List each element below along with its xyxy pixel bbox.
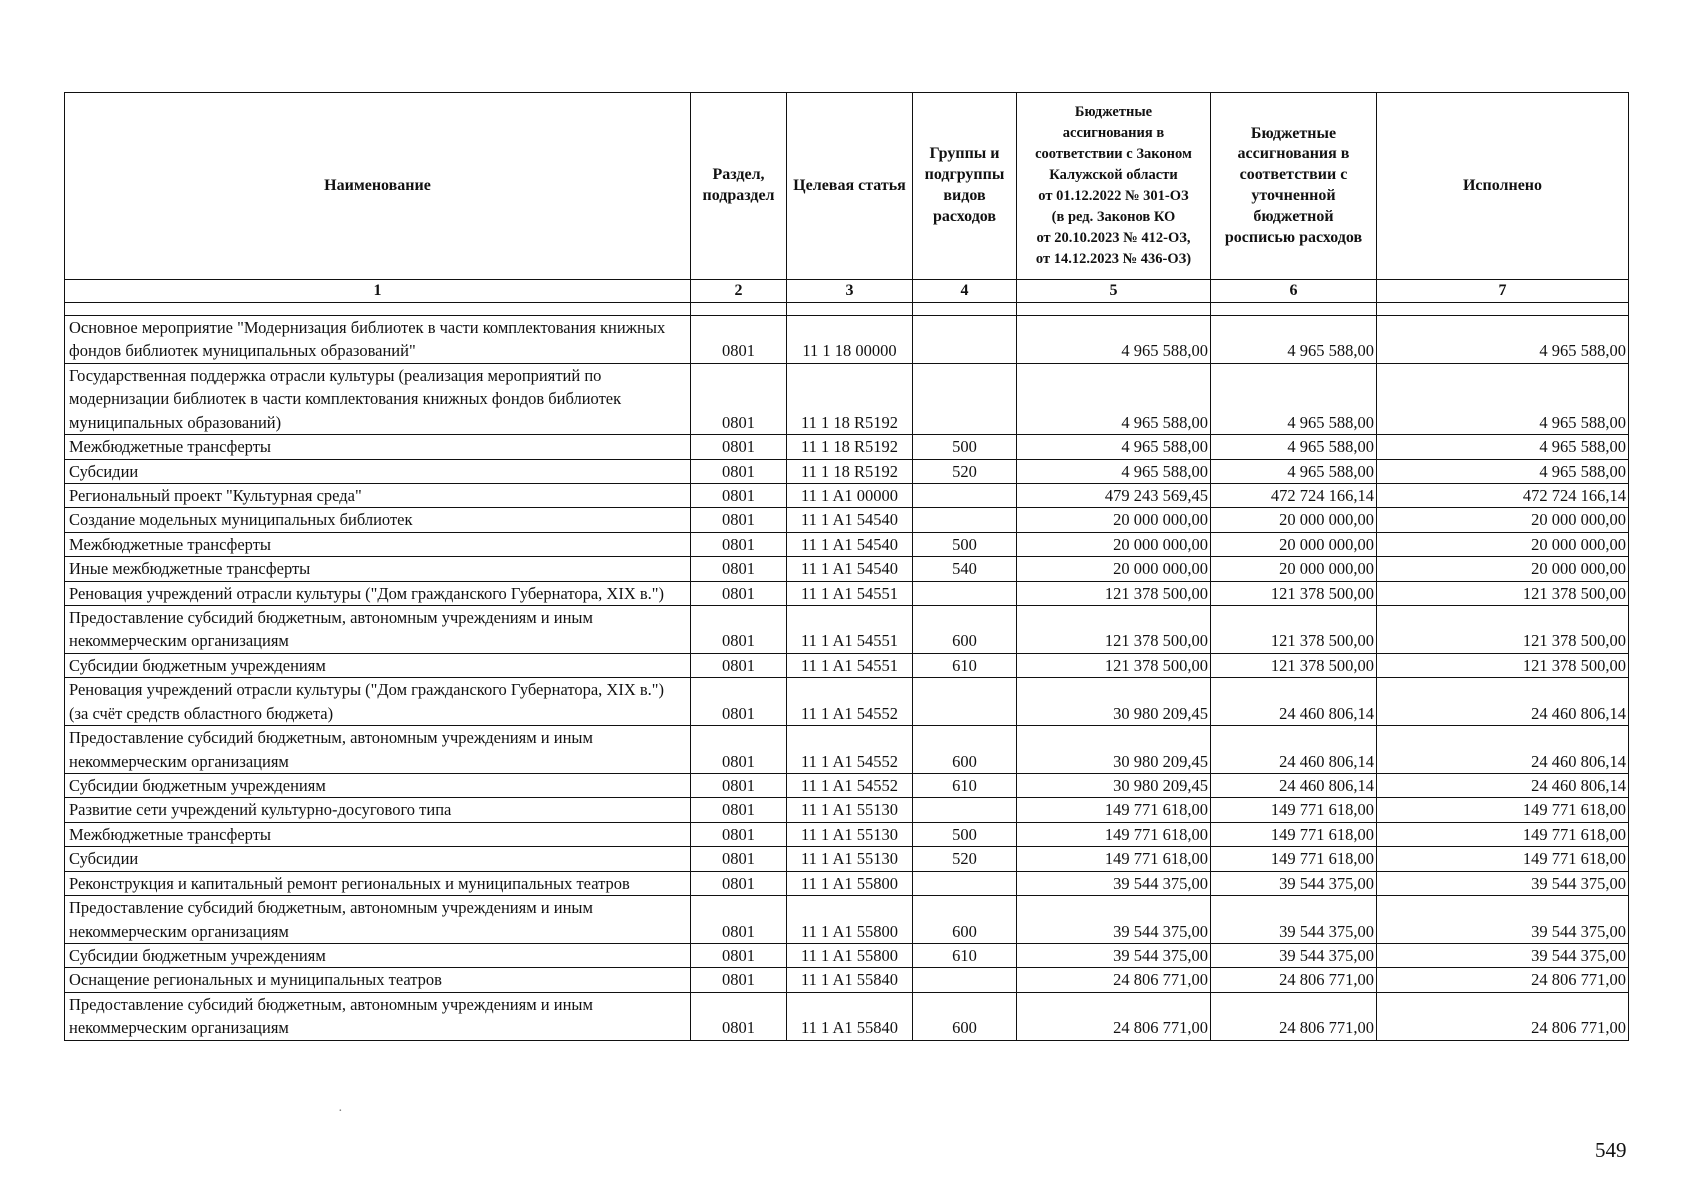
row-name: Оснащение региональных и муниципальных театров [65,968,691,992]
row-name: Межбюджетные трансферты [65,532,691,556]
row-executed-amount: 149 771 618,00 [1377,847,1629,871]
scan-speck: · [338,1104,343,1119]
row-name: Субсидии [65,847,691,871]
table-row [65,557,1629,581]
row-executed-amount: 39 544 375,00 [1377,896,1629,944]
row-name: Субсидии бюджетным учреждениям [65,653,691,677]
row-law-amount: 20 000 000,00 [1017,532,1211,556]
row-section: 0801 [691,316,787,364]
budget-table-sheet [64,92,1628,1041]
row-section: 0801 [691,653,787,677]
table-row [65,581,1629,605]
row-name: Региональный проект "Культурная среда" [65,483,691,507]
spacer-row [65,303,1629,316]
table-row [65,508,1629,532]
column-number: 2 [691,280,787,303]
table-row [65,363,1629,434]
row-section: 0801 [691,363,787,434]
table-row [65,847,1629,871]
row-refined-amount: 20 000 000,00 [1211,508,1377,532]
column-number: 1 [65,280,691,303]
table-row [65,606,1629,654]
row-name: Предоставление субсидий бюджетным, автономным учреждениям и иным некоммерческим организациям [65,896,691,944]
row-name: Создание модельных муниципальных библиотек [65,508,691,532]
row-section: 0801 [691,992,787,1040]
header-refined-line: уточненной [1251,187,1336,204]
row-law-amount: 121 378 500,00 [1017,606,1211,654]
row-law-amount: 24 806 771,00 [1017,968,1211,992]
row-section: 0801 [691,774,787,798]
row-name: Иные межбюджетные трансферты [65,557,691,581]
row-refined-amount: 24 460 806,14 [1211,678,1377,726]
row-executed-amount: 20 000 000,00 [1377,508,1629,532]
row-expense-group: 500 [913,822,1017,846]
row-section: 0801 [691,726,787,774]
header-refined-line: Бюджетные [1250,124,1337,142]
row-target-article: 11 1 18 00000 [787,316,913,364]
row-law-amount: 149 771 618,00 [1017,822,1211,846]
row-executed-amount: 20 000 000,00 [1377,557,1629,581]
row-refined-amount: 4 965 588,00 [1211,363,1377,434]
row-law-amount: 39 544 375,00 [1017,943,1211,967]
column-number: 3 [787,280,913,303]
row-target-article: 11 1 18 R5192 [787,363,913,434]
row-target-article: 11 1 A1 00000 [787,483,913,507]
row-refined-amount: 24 460 806,14 [1211,774,1377,798]
row-name: Реновация учреждений отрасли культуры ("Дом гражданского Губернатора, XIX в.") [65,581,691,605]
row-law-amount: 479 243 569,45 [1017,483,1211,507]
row-section: 0801 [691,798,787,822]
table-row [65,943,1629,967]
row-section: 0801 [691,483,787,507]
table-row [65,798,1629,822]
row-name: Государственная поддержка отрасли культуры (реализация мероприятий по модернизации библиотек в части комплектования книжных фондов библиотек муниципальных образований) [65,363,691,434]
row-expense-group: 520 [913,459,1017,483]
header-law-line: от 01.12.2022 № 301-ОЗ [1038,188,1189,204]
row-law-amount: 149 771 618,00 [1017,847,1211,871]
header-expense-groups: Группы и подгруппы видов расходов [913,93,1017,280]
row-expense-group: 500 [913,435,1017,459]
row-refined-amount: 149 771 618,00 [1211,847,1377,871]
row-target-article: 11 1 A1 55130 [787,847,913,871]
row-expense-group [913,508,1017,532]
row-law-amount: 39 544 375,00 [1017,896,1211,944]
row-law-amount: 30 980 209,45 [1017,774,1211,798]
row-expense-group [913,363,1017,434]
row-expense-group: 600 [913,992,1017,1040]
row-section: 0801 [691,822,787,846]
row-refined-amount: 20 000 000,00 [1211,557,1377,581]
row-expense-group: 520 [913,847,1017,871]
row-executed-amount: 149 771 618,00 [1377,822,1629,846]
table-body [65,303,1629,1041]
table-row [65,968,1629,992]
column-number: 5 [1017,280,1211,303]
row-name: Межбюджетные трансферты [65,435,691,459]
table-row [65,483,1629,507]
row-law-amount: 4 965 588,00 [1017,316,1211,364]
row-law-amount: 24 806 771,00 [1017,992,1211,1040]
table-row [65,678,1629,726]
row-law-amount: 149 771 618,00 [1017,798,1211,822]
row-name: Предоставление субсидий бюджетным, автономным учреждениям и иным некоммерческим организациям [65,992,691,1040]
row-section: 0801 [691,532,787,556]
row-refined-amount: 472 724 166,14 [1211,483,1377,507]
header-executed: Исполнено [1377,93,1629,280]
table-row [65,726,1629,774]
row-target-article: 11 1 18 R5192 [787,459,913,483]
row-section: 0801 [691,557,787,581]
row-expense-group [913,871,1017,895]
table-row [65,459,1629,483]
header-refined-allocations [1211,93,1377,280]
row-target-article: 11 1 A1 55800 [787,943,913,967]
row-section: 0801 [691,508,787,532]
header-law-line: ассигнования в [1062,124,1165,141]
row-target-article: 11 1 A1 54552 [787,726,913,774]
row-target-article: 11 1 A1 55130 [787,798,913,822]
page-number: 549 [1595,1138,1627,1162]
header-refined-line: ассигнования в [1237,145,1350,163]
row-section: 0801 [691,459,787,483]
row-expense-group: 600 [913,606,1017,654]
row-target-article: 11 1 A1 55130 [787,822,913,846]
row-section: 0801 [691,943,787,967]
row-executed-amount: 39 544 375,00 [1377,871,1629,895]
row-refined-amount: 24 806 771,00 [1211,968,1377,992]
row-refined-amount: 20 000 000,00 [1211,532,1377,556]
row-refined-amount: 24 460 806,14 [1211,726,1377,774]
row-section: 0801 [691,968,787,992]
row-law-amount: 39 544 375,00 [1017,871,1211,895]
header-law-line: (в ред. Законов КО [1051,209,1176,226]
row-target-article: 11 1 A1 54552 [787,774,913,798]
row-refined-amount: 39 544 375,00 [1211,871,1377,895]
row-expense-group [913,968,1017,992]
row-executed-amount: 24 460 806,14 [1377,726,1629,774]
header-law-line: соответствии с Законом [1035,145,1192,162]
row-name: Субсидии бюджетным учреждениям [65,943,691,967]
row-expense-group [913,581,1017,605]
row-expense-group [913,316,1017,364]
header-law-line: от 20.10.2023 № 412-ОЗ, [1036,230,1191,247]
row-refined-amount: 149 771 618,00 [1211,822,1377,846]
row-section: 0801 [691,871,787,895]
row-executed-amount: 121 378 500,00 [1377,581,1629,605]
row-expense-group: 540 [913,557,1017,581]
table-row [65,435,1629,459]
header-refined-line: соответствии с [1239,166,1348,184]
row-expense-group: 610 [913,774,1017,798]
row-target-article: 11 1 A1 55840 [787,992,913,1040]
row-expense-group [913,483,1017,507]
column-number: 7 [1377,280,1629,303]
row-refined-amount: 121 378 500,00 [1211,581,1377,605]
row-name: Предоставление субсидий бюджетным, автономным учреждениям и иным некоммерческим организациям [65,606,691,654]
header-refined-line: росписью расходов [1224,228,1363,246]
budget-execution-table [64,92,1629,1041]
table-row [65,774,1629,798]
row-law-amount: 30 980 209,45 [1017,726,1211,774]
header-law-line: Бюджетные [1074,103,1153,120]
row-expense-group [913,678,1017,726]
row-executed-amount: 4 965 588,00 [1377,363,1629,434]
row-law-amount: 4 965 588,00 [1017,363,1211,434]
row-executed-amount: 24 460 806,14 [1377,774,1629,798]
row-refined-amount: 4 965 588,00 [1211,459,1377,483]
header-law-line: Калужской области [1049,166,1178,183]
row-target-article: 11 1 A1 55840 [787,968,913,992]
header-refined-line: бюджетной [1253,207,1334,225]
row-section: 0801 [691,678,787,726]
row-refined-amount: 39 544 375,00 [1211,896,1377,944]
row-executed-amount: 39 544 375,00 [1377,943,1629,967]
row-name: Реконструкция и капитальный ремонт региональных и муниципальных театров [65,871,691,895]
row-executed-amount: 20 000 000,00 [1377,532,1629,556]
header-target-article: Целевая статья [787,93,913,280]
row-executed-amount: 4 965 588,00 [1377,316,1629,364]
row-law-amount: 121 378 500,00 [1017,653,1211,677]
row-section: 0801 [691,581,787,605]
header-law-line: от 14.12.2023 № 436-ОЗ) [1035,251,1192,268]
row-executed-amount: 4 965 588,00 [1377,435,1629,459]
column-number: 6 [1211,280,1377,303]
row-executed-amount: 24 806 771,00 [1377,968,1629,992]
header-section: Раздел, подраздел [691,93,787,280]
row-executed-amount: 4 965 588,00 [1377,459,1629,483]
row-law-amount: 30 980 209,45 [1017,678,1211,726]
row-refined-amount: 4 965 588,00 [1211,435,1377,459]
row-expense-group: 610 [913,943,1017,967]
row-executed-amount: 149 771 618,00 [1377,798,1629,822]
row-law-amount: 20 000 000,00 [1017,508,1211,532]
row-expense-group: 500 [913,532,1017,556]
row-executed-amount: 121 378 500,00 [1377,606,1629,654]
table-row [65,822,1629,846]
row-target-article: 11 1 A1 54551 [787,581,913,605]
row-target-article: 11 1 A1 55800 [787,896,913,944]
row-target-article: 11 1 A1 54540 [787,532,913,556]
row-refined-amount: 39 544 375,00 [1211,943,1377,967]
row-expense-group: 610 [913,653,1017,677]
row-law-amount: 121 378 500,00 [1017,581,1211,605]
row-refined-amount: 121 378 500,00 [1211,606,1377,654]
table-header [65,93,1629,303]
row-executed-amount: 24 806 771,00 [1377,992,1629,1040]
header-name: Наименование [65,93,691,280]
row-refined-amount: 4 965 588,00 [1211,316,1377,364]
row-executed-amount: 121 378 500,00 [1377,653,1629,677]
column-number: 4 [913,280,1017,303]
row-name: Субсидии [65,459,691,483]
table-row [65,532,1629,556]
row-name: Субсидии бюджетным учреждениям [65,774,691,798]
row-target-article: 11 1 A1 54540 [787,557,913,581]
row-refined-amount: 24 806 771,00 [1211,992,1377,1040]
table-row [65,871,1629,895]
row-name: Межбюджетные трансферты [65,822,691,846]
row-executed-amount: 24 460 806,14 [1377,678,1629,726]
row-name: Предоставление субсидий бюджетным, автономным учреждениям и иным некоммерческим организациям [65,726,691,774]
table-row [65,896,1629,944]
row-section: 0801 [691,606,787,654]
header-law-allocations [1017,93,1211,280]
table-row [65,992,1629,1040]
row-section: 0801 [691,847,787,871]
row-law-amount: 4 965 588,00 [1017,435,1211,459]
row-name: Развитие сети учреждений культурно-досугового типа [65,798,691,822]
row-expense-group: 600 [913,896,1017,944]
row-refined-amount: 149 771 618,00 [1211,798,1377,822]
row-target-article: 11 1 A1 54551 [787,606,913,654]
row-law-amount: 20 000 000,00 [1017,557,1211,581]
table-row [65,316,1629,364]
row-target-article: 11 1 A1 54552 [787,678,913,726]
row-target-article: 11 1 A1 54540 [787,508,913,532]
row-section: 0801 [691,435,787,459]
row-refined-amount: 121 378 500,00 [1211,653,1377,677]
table-row [65,653,1629,677]
row-name: Реновация учреждений отрасли культуры ("Дом гражданского Губернатора, XIX в.") (за счёт средств областного бюджета) [65,678,691,726]
row-executed-amount: 472 724 166,14 [1377,483,1629,507]
row-section: 0801 [691,896,787,944]
row-target-article: 11 1 A1 54551 [787,653,913,677]
row-expense-group [913,798,1017,822]
row-target-article: 11 1 A1 55800 [787,871,913,895]
row-expense-group: 600 [913,726,1017,774]
row-target-article: 11 1 18 R5192 [787,435,913,459]
row-name: Основное мероприятие "Модернизация библиотек в части комплектования книжных фондов библиотек муниципальных образований" [65,316,691,364]
row-law-amount: 4 965 588,00 [1017,459,1211,483]
